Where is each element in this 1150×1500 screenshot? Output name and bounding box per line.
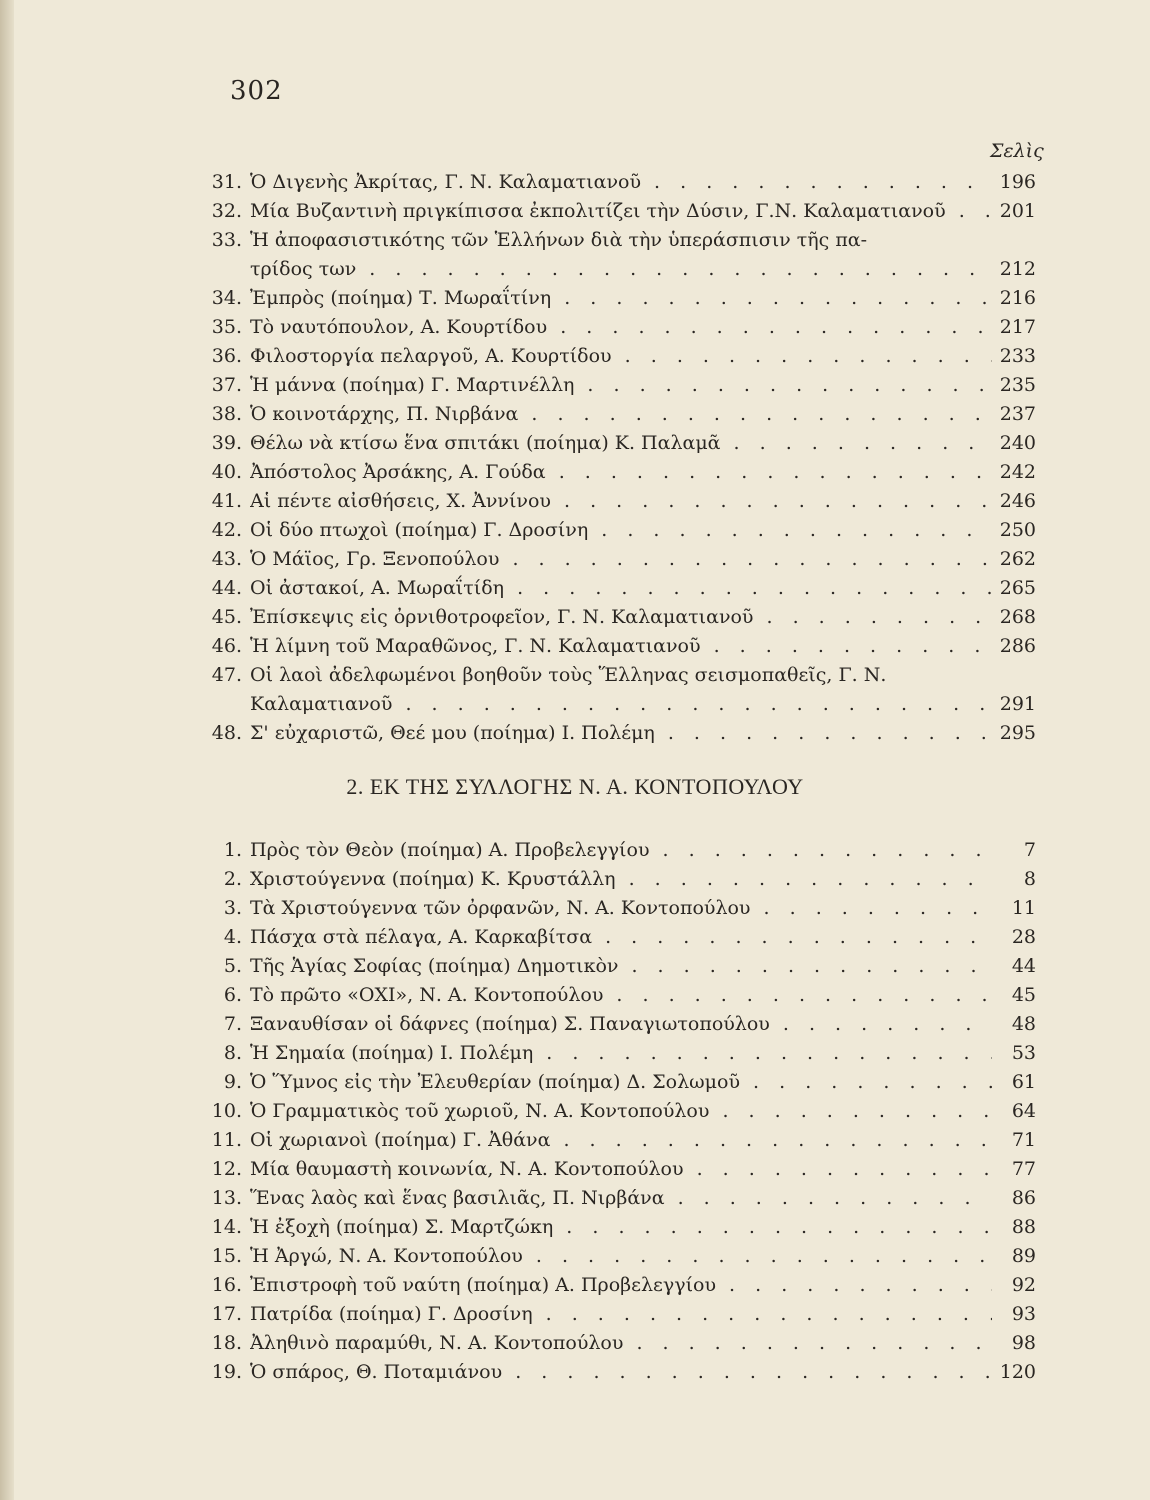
entry-title: Ἡ ἀποφασιστικότης τῶν Ἑλλήνων διὰ τὴν ὑπεράσπισιν τῆς πα- [250,229,868,251]
entry-number: 2. [223,868,242,890]
entry-number: 42. [211,519,242,541]
section-heading: 2. ΕΚ ΤΗΣ ΣΥΛΛΟΓΗΣ Ν. Α. ΚΟΝΤΟΠΟΥΛΟΥ [346,774,804,799]
toc-entry [196,1300,1036,1329]
entry-page: 89 [1011,1245,1036,1267]
toc-entry [196,1329,1036,1358]
entry-number: 16. [211,1274,242,1296]
contents-list-2 [196,836,1036,1387]
toc-entry [196,313,1036,342]
entry-title: Ἡ Ἀργώ, Ν. Α. Κοντοπούλου . . . [250,1242,992,1271]
entry-number: 32. [211,200,242,222]
entry-page: 262 [999,548,1036,570]
entry-page: 61 [1011,1071,1036,1093]
toc-entry [196,1155,1036,1184]
toc-entry [196,1213,1036,1242]
entry-number: 39. [211,432,242,454]
entry-page: 11 [1011,897,1036,919]
entry-title: Τὸ ναυτόπουλον, Α. Κουρτίδου . . . [250,313,992,342]
entry-page: 28 [1011,926,1036,948]
toc-entry [196,516,1036,545]
entry-title: Ἡ ἐξοχὴ (ποίημα) Σ. Μαρτζώκη . . . [250,1213,992,1242]
entry-page: 92 [1011,1274,1036,1296]
toc-entry [196,168,1036,197]
entry-number: 8. [223,1042,242,1064]
entry-page: 237 [999,403,1036,425]
entry-number: 6. [223,984,242,1006]
entry-page: 212 [999,258,1036,280]
entry-number: 31. [211,171,242,193]
entry-number: 11. [211,1129,242,1151]
toc-entry [196,342,1036,371]
entry-number: 15. [211,1245,242,1267]
entry-number: 5. [223,955,242,977]
entry-title: Ἐπιστροφὴ τοῦ ναύτη (ποίημα) Α. Προβελεγγίου . . . [250,1271,992,1300]
entry-number: 7. [223,1013,242,1035]
entry-title: Ὁ Διγενὴς Ἀκρίτας, Γ. Ν. Καλαματιανοῦ . . . [250,168,992,197]
entry-title: Οἱ λαοὶ ἀδελφωμένοι βοηθοῦν τοὺς Ἕλληνας σεισμοπαθεῖς, Γ. Ν. [250,664,887,686]
toc-entry [196,284,1036,313]
entry-number: 38. [211,403,242,425]
entry-number: 9. [223,1071,242,1093]
page-number: 302 [230,76,283,106]
toc-entry [196,429,1036,458]
toc-entry [196,1126,1036,1155]
entry-title: Ὁ κοινοτάρχης, Π. Νιρβάνα . . . [250,400,992,429]
entry-number: 43. [211,548,242,570]
toc-entry [196,1039,1036,1068]
entry-page: 265 [999,577,1036,599]
toc-entry [196,836,1036,865]
entry-number: 18. [211,1332,242,1354]
toc-entry [196,1242,1036,1271]
entry-number: 17. [211,1303,242,1325]
toc-entry [196,894,1036,923]
entry-title: Μία θαυμαστὴ κοινωνία, Ν. Α. Κοντοπούλου . . . [250,1155,992,1184]
entry-title: Ἕνας λαὸς καὶ ἕνας βασιλιᾶς, Π. Νιρβάνα . . . [250,1184,992,1213]
entry-page: 77 [1011,1158,1036,1180]
entry-title: Ξαναυθίσαν οἱ δάφνες (ποίημα) Σ. Παναγιωτοπούλου . . . [250,1010,992,1039]
toc-entry [196,632,1036,661]
toc-entry [196,865,1036,894]
toc-entry [196,1358,1036,1387]
entry-title: Οἱ χωριανοὶ (ποίημα) Γ. Ἀθάνα . . . [250,1126,992,1155]
entry-number: 14. [211,1216,242,1238]
entry-title: Ἡ μάννα (ποίημα) Γ. Μαρτινέλλη . . . [250,371,992,400]
entry-number: 40. [211,461,242,483]
entry-page: 8 [1023,868,1036,890]
toc-entry [196,226,1036,284]
entry-number: 44. [211,577,242,599]
entry-title: Τὸ πρῶτο «ΟΧΙ», Ν. Α. Κοντοπούλου . . . [250,981,992,1010]
entry-title: Ὁ σπάρος, Θ. Ποταμιάνου . . . [250,1358,992,1387]
entry-title: Ἀπόστολος Ἀρσάκης, Α. Γούδα . . . [250,458,992,487]
entry-title: Ὁ Γραμματικὸς τοῦ χωριοῦ, Ν. Α. Κοντοπούλου . . . [250,1097,992,1126]
toc-entry [196,1184,1036,1213]
entry-title: Χριστούγεννα (ποίημα) Κ. Κρυστάλλη . . . [250,865,992,894]
entry-number: 48. [211,722,242,744]
toc-entry [196,981,1036,1010]
entry-number: 46. [211,635,242,657]
entry-page: 246 [999,490,1036,512]
entry-number: 41. [211,490,242,512]
entry-number: 1. [223,839,242,861]
entry-page: 196 [999,171,1036,193]
entry-title: Τὰ Χριστούγεννα τῶν ὀρφανῶν, Ν. Α. Κοντοπούλου . . . [250,894,992,923]
entry-title: Σ' εὐχαριστῶ, Θεέ μου (ποίημα) Ι. Πολέμη . . . [250,719,992,748]
entry-title: Ὁ Μάϊος, Γρ. Ξενοπούλου . . . [250,545,992,574]
entry-page: 291 [999,693,1036,715]
entry-page: 242 [999,461,1036,483]
entry-page: 88 [1011,1216,1036,1238]
entry-page: 233 [999,345,1036,367]
entry-title: Φιλοστοργία πελαργοῦ, Α. Κουρτίδου . . . [250,342,992,371]
entry-number: 3. [223,897,242,919]
entry-number: 13. [211,1187,242,1209]
entry-title-continuation: Καλαματιανοῦ . . . [196,690,992,719]
toc-entry [196,458,1036,487]
toc-entry [196,952,1036,981]
entry-page: 44 [1011,955,1036,977]
entry-title: Πατρίδα (ποίημα) Γ. Δροσίνη . . . [250,1300,992,1329]
toc-entry [196,719,1036,748]
entry-number: 45. [211,606,242,628]
entry-page: 120 [999,1361,1036,1383]
entry-number: 19. [211,1361,242,1383]
entry-title: Πρὸς τὸν Θεὸν (ποίημα) Α. Προβελεγγίου . . . [250,836,992,865]
entry-page: 98 [1011,1332,1036,1354]
entry-page: 71 [1011,1129,1036,1151]
toc-entry [196,1068,1036,1097]
entry-title: Αἱ πέντε αἰσθήσεις, Χ. Ἀννίνου . . . [250,487,992,516]
entry-title: Θέλω νὰ κτίσω ἕνα σπιτάκι (ποίημα) Κ. Παλαμᾶ . . . [250,429,992,458]
entry-number: 12. [211,1158,242,1180]
entry-number: 37. [211,374,242,396]
toc-entry [196,1097,1036,1126]
entry-page: 286 [999,635,1036,657]
entry-page: 48 [1011,1013,1036,1035]
entry-page: 7 [1023,839,1036,861]
entry-title: Οἱ δύο πτωχοὶ (ποίημα) Γ. Δροσίνη . . . [250,516,992,545]
contents-list-1 [196,168,1036,748]
toc-entry [196,603,1036,632]
entry-title: Μία Βυζαντινὴ πριγκίπισσα ἐκπολιτίζει τὴν Δύσιν, Γ.Ν. Καλαματιανοῦ . . . [250,197,992,226]
entry-page: 240 [999,432,1036,454]
toc-entry [196,545,1036,574]
toc-entry [196,400,1036,429]
entry-page: 64 [1011,1100,1036,1122]
entry-title: Ἐπίσκεψις εἰς ὀρνιθοτροφεῖον, Γ. Ν. Καλαματιανοῦ . . . [250,603,992,632]
entry-page: 217 [999,316,1036,338]
toc-entry [196,1010,1036,1039]
entry-title: Ἀληθινὸ παραμύθι, Ν. Α. Κοντοπούλου . . . [250,1329,992,1358]
entry-title: Οἱ ἀστακοί, Α. Μωραΐτίδη . . . [250,574,992,603]
entry-number: 36. [211,345,242,367]
entry-page: 216 [999,287,1036,309]
toc-entry [196,923,1036,952]
toc-entry [196,197,1036,226]
entry-number: 10. [211,1100,242,1122]
entry-page: 45 [1011,984,1036,1006]
toc-entry [196,661,1036,719]
entry-page: 86 [1011,1187,1036,1209]
toc-entry [196,574,1036,603]
entry-number: 35. [211,316,242,338]
book-spine-edge [0,0,14,1500]
entry-title: Ἡ λίμνη τοῦ Μαραθῶνος, Γ. Ν. Καλαματιανοῦ . . . [250,632,992,661]
entry-title: Τῆς Ἁγίας Σοφίας (ποίημα) Δημοτικὸν . . . [250,952,992,981]
entry-number: 4. [223,926,242,948]
entry-page: 235 [999,374,1036,396]
entry-title-continuation: τρίδος των . . . [196,255,992,284]
entry-number: 33. [211,229,242,251]
page-column-header: Σελὶς [990,140,1044,162]
entry-page: 295 [999,722,1036,744]
entry-number: 47. [211,664,242,686]
toc-entry [196,1271,1036,1300]
entry-title: Ἡ Σημαία (ποίημα) Ι. Πολέμη . . . [250,1039,992,1068]
entry-page: 93 [1011,1303,1036,1325]
entry-page: 201 [999,200,1036,222]
entry-page: 53 [1011,1042,1036,1064]
entry-page: 250 [999,519,1036,541]
entry-number: 34. [211,287,242,309]
entry-title: Πάσχα στὰ πέλαγα, Α. Καρκαβίτσα . . . [250,923,992,952]
entry-title: Ὁ Ὕμνος εἰς τὴν Ἐλευθερίαν (ποίημα) Δ. Σολωμοῦ . . . [250,1068,992,1097]
entry-page: 268 [999,606,1036,628]
entry-title: Ἐμπρὸς (ποίημα) Τ. Μωραΐτίνη . . . [250,284,992,313]
toc-entry [196,487,1036,516]
toc-entry [196,371,1036,400]
